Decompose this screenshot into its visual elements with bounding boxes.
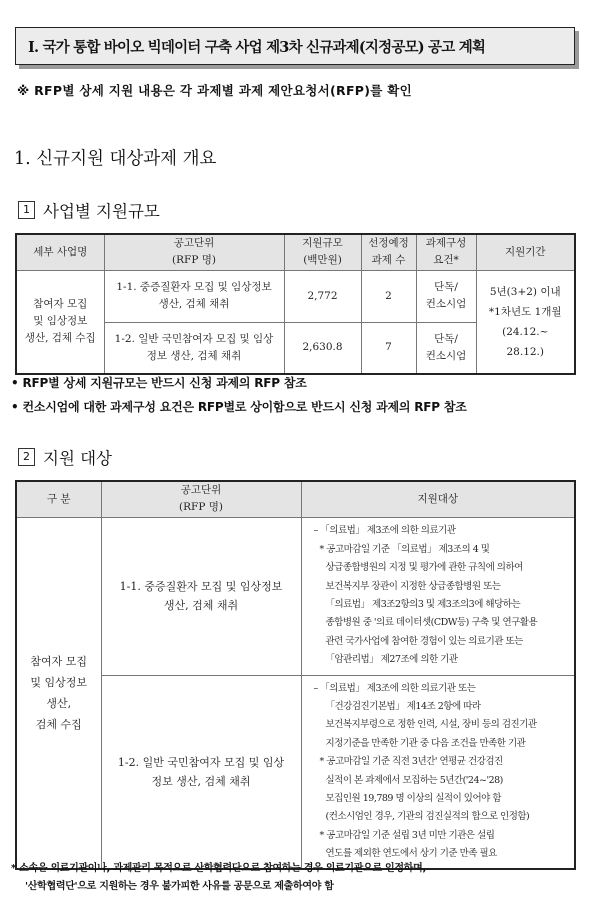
footnote-line: '산학협력단'으로 지원하는 경우 불가피한 사유를 공문으로 제출하여야 함: [25, 881, 334, 892]
budget-cell: 2,630.8: [284, 322, 361, 374]
header-period: 지원기간: [476, 234, 575, 270]
count-cell: 2: [361, 270, 416, 322]
header-composition: 과제구성 요건*: [416, 234, 476, 270]
eligibility-cell: – 「의료법」 제3조에 의한 의료기관 또는 「건강검진기본법」 제14조 2항에 따라 보건복지부령으로 정한 인력, 시설, 장비 등의 검진기관 지정기준을 만족한 기관 중 다음 조건을 만족한 기관 * 공고마감일 기준 직전 3년간' 연평균 건강검진 실적이 본 과제에서 모집하는 5년간('24~'28) 모집인원 19,789 명 이상의 실적이 있어야 함 (컨소시엄인 경우, 기관의 검진실적의 합으로 인정함) * 공고마감일 기준 설립 3년 미만 기관은 설립 연도를 제외한 연도에서 상기 기준 만족 필요: [301, 675, 575, 869]
table-header-row: [16, 481, 575, 517]
composition-cell: 단독/ 컨소시엄: [416, 322, 476, 374]
subsection-heading-budget: [18, 198, 160, 222]
subsection-title: 사업별 지원규모: [43, 202, 160, 221]
header-rfp: 공고단위 (RFP 명): [101, 481, 301, 517]
section-heading: 1. 신규지원 대상과제 개요: [14, 149, 217, 169]
section-number-box: 2: [18, 448, 35, 466]
subsection-title: 지원 대상: [43, 449, 113, 468]
eligibility-table: [15, 480, 576, 870]
table-row: [16, 517, 575, 675]
table-header-row: [16, 234, 575, 270]
page-title: Ⅰ. 국가 통합 바이오 빅데이터 구축 사업 제3차 신규과제(지정공모) 공고 계획: [15, 27, 575, 65]
footnote-line: * 소속은 의료기관이나, 과제관리 목적으로 산학협력단으로 참여하는 경우 의료기관으로 인정하며,: [11, 863, 426, 874]
section-number-box: 1: [18, 201, 35, 219]
budget-note: • RFP별 상세 지원규모는 반드시 신청 과제의 RFP 참조: [11, 376, 307, 390]
budget-cell: 2,772: [284, 270, 361, 322]
rfp-cell: 1-2. 일반 국민참여자 모집 및 임상 정보 생산, 검체 채취: [104, 322, 284, 374]
footnote: [11, 860, 586, 896]
period-cell: 5년(3+2) 이내 *1차년도 1개월 (24.12.~ 28.12.): [476, 270, 575, 374]
table-row: [16, 270, 575, 322]
header-rfp: 공고단위 (RFP 명): [104, 234, 284, 270]
composition-cell: 단독/ 컨소시엄: [416, 270, 476, 322]
category-cell: 참여자 모집 및 임상정보 생산, 검체 수집: [16, 517, 101, 869]
count-cell: 7: [361, 322, 416, 374]
header-count: 선정예정 과제 수: [361, 234, 416, 270]
subsection-heading-eligibility: [18, 445, 112, 469]
header-category: 구 분: [16, 481, 101, 517]
rfp-cell: 1-1. 중증질환자 모집 및 임상정보 생산, 검체 채취: [104, 270, 284, 322]
rfp-notice: ※ RFP별 상세 지원 내용은 각 과제별 과제 제안요청서(RFP)를 확인: [17, 83, 413, 98]
header-eligibility: 지원대상: [301, 481, 575, 517]
eligibility-cell: – 「의료법」 제3조에 의한 의료기관 * 공고마감일 기준 「의료법」 제3조의 4 및 상급종합병원의 지정 및 평가에 관한 규칙에 의하여 보건복지부 장관이 지정한 상급종합병원 또는 「의료법」 제3조2항의3 및 제3조의3에 해당하는 종합병원 중 '의료 데이터셋(CDW등) 구축 및 연구활용 관련 국가사업에 참여한 경험이 있는 의료기관 또는 「암관리법」 제27조에 의한 기관: [301, 517, 575, 675]
program-cell: 참여자 모집 및 임상정보 생산, 검체 수집: [16, 270, 104, 374]
budget-table: [15, 233, 576, 375]
header-program: 세부 사업명: [16, 234, 104, 270]
consortium-note: • 컨소시엄에 대한 과제구성 요건은 RFP별로 상이함으로 반드시 신청 과제의 RFP 참조: [11, 400, 467, 414]
header-budget: 지원규모 (백만원): [284, 234, 361, 270]
rfp-cell: 1-2. 일반 국민참여자 모집 및 임상 정보 생산, 검체 채취: [101, 675, 301, 869]
rfp-cell: 1-1. 중증질환자 모집 및 임상정보 생산, 검체 채취: [101, 517, 301, 675]
